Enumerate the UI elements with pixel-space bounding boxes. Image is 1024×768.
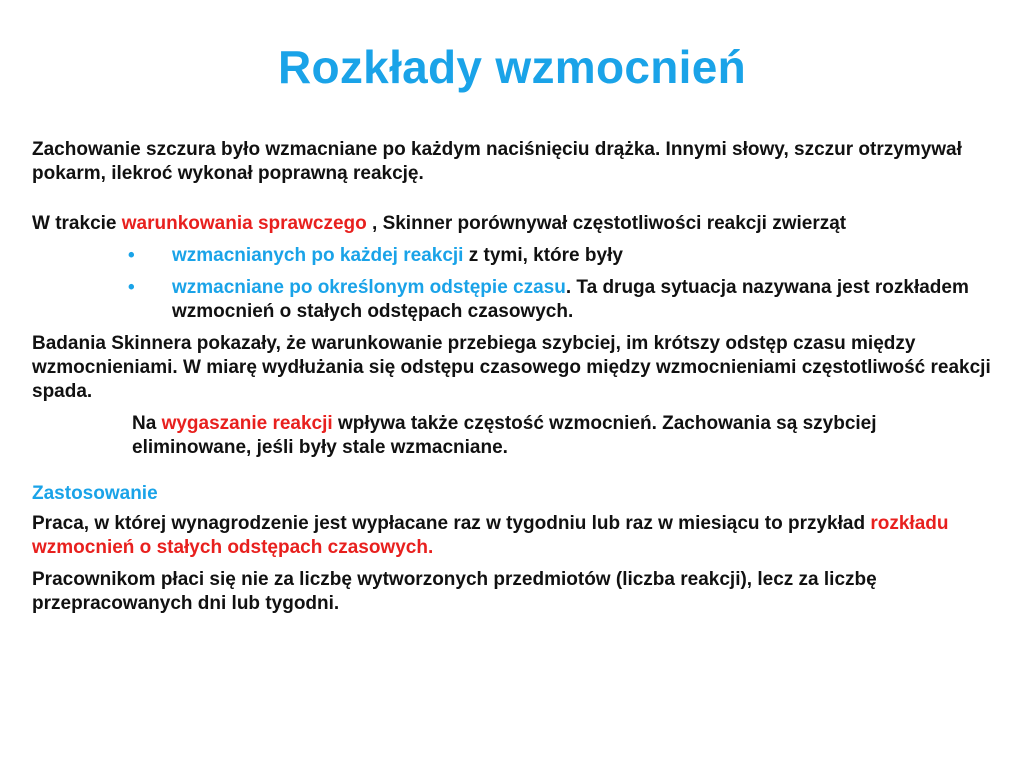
- paragraph-rat-behavior: Zachowanie szczura było wzmacniane po każdym naciśnięciu drążka. Innymi słowy, szczur otrzymywał pokarm, ilekroć wykonał poprawną reakcję.: [32, 139, 962, 184]
- text-segment: Praca, w której wynagrodzenie jest wypłacane raz w tygodniu lub raz w miesiącu to przykład: [32, 513, 871, 534]
- text-segment: Na: [132, 413, 162, 434]
- highlight-fixed-interval-schedule: rozkładu wzmocnień o stałych odstępach czasowych.: [32, 513, 949, 558]
- bullet-icon: •: [128, 245, 135, 266]
- paragraph-salary-example: [32, 512, 992, 560]
- text-segment: z tymi, które były: [463, 245, 623, 266]
- slide-title: Rozkłady wzmocnień: [277, 41, 747, 93]
- text-segment: , Skinner porównywał częstotliwości reakcji zwierząt: [366, 213, 847, 234]
- highlight-extinction: wygaszanie reakcji: [161, 413, 333, 434]
- section-heading-application: Zastosowanie: [32, 483, 158, 504]
- text-segment: wpływa także częstość wzmocnień. Zachowania są szybciej eliminowane, jeśli były stale wzmacniane.: [132, 413, 877, 458]
- highlight-fixed-interval: wzmacniane po określonym odstępie czasu: [172, 277, 566, 298]
- highlight-operant-conditioning: warunkowania sprawczego: [121, 213, 367, 234]
- text-segment: . Ta druga sytuacja nazywana jest rozkładem wzmocnień o stałych odstępach czasowych.: [172, 277, 969, 322]
- paragraph-pay-by-time: Pracownikom płaci się nie za liczbę wytworzonych przedmiotów (liczba reakcji), lecz za liczbę przepracowanych dni lub tygodni.: [32, 569, 877, 614]
- paragraph-skinner-research: Badania Skinnera pokazały, że warunkowanie przebiega szybciej, im krótszy odstęp czasu między wzmocnieniami. W miarę wydłużania się odstępu czasowego między wzmocnieniami częstotliwość reakcji spada.: [32, 333, 991, 402]
- highlight-every-response: wzmacnianych po każdej reakcji: [172, 245, 464, 266]
- text-segment: W trakcie: [32, 213, 122, 234]
- paragraph-operant-conditioning: [32, 212, 992, 236]
- slide-body: [32, 138, 992, 616]
- paragraph-extinction: [32, 412, 992, 460]
- bullet-icon: •: [128, 277, 135, 298]
- bullet-item: [32, 244, 992, 268]
- bullet-item: [32, 276, 992, 324]
